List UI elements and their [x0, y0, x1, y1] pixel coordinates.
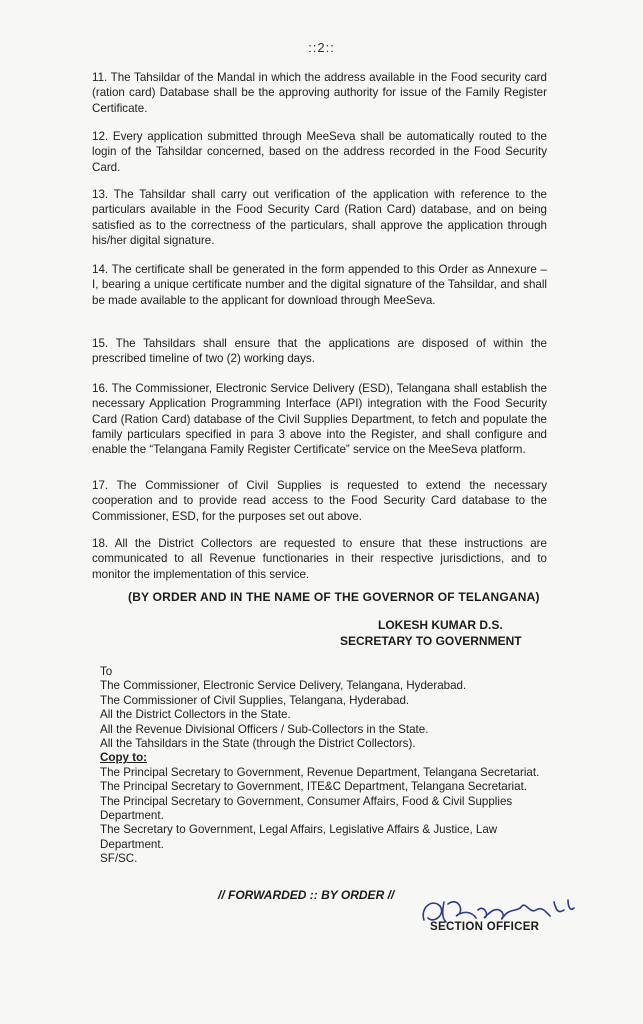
distribution-list [100, 665, 560, 867]
to-item: The Commissioner, Electronic Service Delivery, Telangana, Hyderabad. [100, 679, 467, 693]
paragraph-12: 12. Every application submitted through MeeSeva shall be automatically routed to the login of the Tahsildar concerned, based on the address recorded in the Food Security Card. [92, 130, 547, 174]
to-label: To [100, 665, 113, 678]
signatory-designation: SECRETARY TO GOVERNMENT [340, 634, 522, 648]
copy-to-item: The Secretary to Government, Legal Affairs, Legislative Affairs & Justice, Law Department. [100, 823, 498, 851]
section-officer-label: SECTION OFFICER [430, 921, 540, 933]
page-number: ::2:: [308, 40, 335, 55]
paragraph-11: 11. The Tahsildar of the Mandal in which the address available in the Food security card (ration card) Database shall be the approving authority for issue of the Family Register Certificate. [92, 71, 547, 115]
copy-to-label: Copy to: [100, 751, 148, 765]
order-line: (BY ORDER AND IN THE NAME OF THE GOVERNOR OF TELANGANA) [128, 590, 540, 604]
paragraph-13: 13. The Tahsildar shall carry out verification of the application with reference to the particulars available in the Food Security Card (Ration Card) database, and on being satisfied as to the correctness of the particulars, shall approve the application through his/her digital signature. [92, 188, 547, 247]
to-item: All the District Collectors in the State. [100, 708, 291, 722]
signatory-block [340, 617, 580, 649]
to-item: The Commissioner of Civil Supplies, Telangana, Hyderabad. [100, 693, 410, 707]
to-item: All the Tahsildars in the State (through the District Collectors). [100, 737, 416, 751]
copy-to-item: The Principal Secretary to Government, Consumer Affairs, Food & Civil Supplies Department. [100, 794, 513, 823]
forwarded-line: // FORWARDED :: BY ORDER // [218, 888, 395, 902]
paragraph-15: 15. The Tahsildars shall ensure that the applications are disposed of within the prescribed timeline of two (2) working days. [92, 337, 547, 366]
copy-to-item: SF/SC. [100, 852, 138, 866]
paragraph-16: 16. The Commissioner, Electronic Service Delivery (ESD), Telangana shall establish the necessary Application Programming Interface (API) integration with the Food Security Card (Ration Card) database of the Civil Supplies Department, to fetch and populate the family particulars specified in para 3 above into the Register, and shall configure and enable the “Telangana Family Register Certificate” service on the MeeSeva platform. [92, 382, 547, 457]
signatory-name: LOKESH KUMAR D.S. [378, 618, 503, 632]
copy-to-item: The Principal Secretary to Government, Revenue Department, Telangana Secretariat. [100, 765, 540, 779]
paragraph-18: 18. All the District Collectors are requested to ensure that these instructions are communicated to all Revenue functionaries in their respective jurisdictions, and to monitor the implementation of this service. [92, 537, 547, 581]
to-item: All the Revenue Divisional Officers / Sub-Collectors in the State. [100, 722, 429, 736]
paragraph-14: 14. The certificate shall be generated in the form appended to this Order as Annexure – I, bearing a unique certificate number and the digital signature of the Tahsildar, and shall be made available to the applicant for download through MeeSeva. [92, 263, 547, 307]
copy-to-item: The Principal Secretary to Government, ITE&C Department, Telangana Secretariat. [100, 780, 528, 794]
paragraph-17: 17. The Commissioner of Civil Supplies is requested to extend the necessary cooperation and to provide read access to the Food Security Card database to the Commissioner, ESD, for the purposes set out above. [92, 479, 547, 523]
